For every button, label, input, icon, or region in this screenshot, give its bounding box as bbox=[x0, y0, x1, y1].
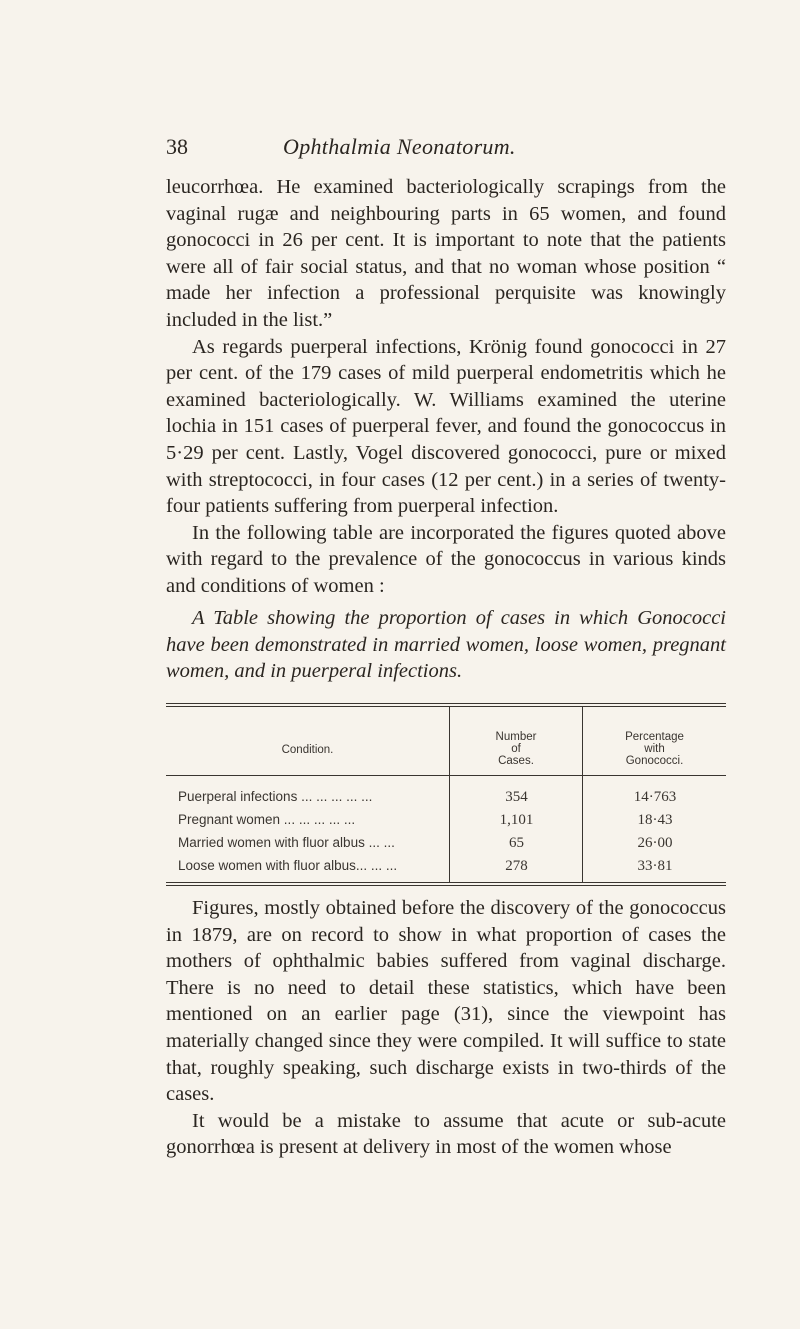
cell-cases: 1,101 bbox=[499, 812, 534, 828]
header-percentage-line3: Gonococci. bbox=[625, 755, 684, 767]
paragraph-leucorrhoea: leucorrhœa. He examined bacteriologically scrapings from the vaginal rugæ and neighbouring parts in 65 women, and found gonococci in 26 per cent. It is important to note that the patients were all of fair social status, and that no woman whose position “ made her infection a professional perquisite was knowingly included in the list.” bbox=[166, 176, 726, 331]
cell-percentage: 18·43 bbox=[637, 812, 673, 828]
table-top-rule-2 bbox=[166, 706, 726, 707]
text-block-after-table bbox=[166, 895, 726, 1161]
table-bottom-rule-2 bbox=[166, 885, 726, 886]
paragraph-puerperal-infections: As regards puerperal infections, Krönig found gonococci in 27 per cent. of the 179 cases of mild puerperal endometritis which he examined bacteriologically. W. Williams examined the uterine lochia in 151 cases of puerperal fever, and found the gonococcus in 5·29 per cent. Lastly, Vogel discovered gonococci, pure or mixed with streptococci, in four cases (12 per cent.) in a series of twenty-four patients suffering from puerperal infection. bbox=[166, 335, 726, 518]
cell-condition: Loose women with fluor albus... ... ... bbox=[178, 858, 398, 873]
cell-percentage: 14·763 bbox=[633, 789, 677, 805]
table-row bbox=[166, 812, 726, 834]
running-title: Ophthalmia Neonatorum. bbox=[283, 134, 516, 159]
header-number bbox=[450, 731, 582, 767]
table-caption: A Table showing the proportion of cases in which Gonococci have been demonstrated in married women, loose women, pregnant women, and in puerperal infections. bbox=[166, 607, 726, 683]
gonococci-table bbox=[166, 703, 726, 883]
paragraph-mistake: It would be a mistake to assume that acute or sub-acute gonorrhœa is present at delivery in most of the women whose bbox=[166, 1109, 726, 1159]
table-header-rule bbox=[166, 775, 726, 776]
cell-percentage: 33·81 bbox=[637, 858, 673, 874]
table-top-rule bbox=[166, 703, 726, 704]
text-block-before-table bbox=[166, 174, 726, 600]
cell-condition: Pregnant women ... ... ... ... ... bbox=[178, 812, 356, 827]
header-percentage-line2: with bbox=[644, 743, 665, 755]
cell-percentage: 26·00 bbox=[637, 835, 673, 851]
table-bottom-rule bbox=[166, 882, 726, 883]
header-percentage-line1: Percentage bbox=[625, 731, 684, 743]
header-number-line3: Cases. bbox=[498, 755, 534, 767]
table-row bbox=[166, 858, 726, 880]
header-percentage bbox=[583, 731, 726, 767]
cell-cases: 354 bbox=[505, 789, 528, 805]
header-condition: Condition. bbox=[281, 744, 334, 756]
cell-cases: 65 bbox=[509, 835, 524, 851]
running-head bbox=[166, 134, 726, 164]
header-number-line1: Number bbox=[495, 731, 537, 743]
cell-cases: 278 bbox=[505, 858, 528, 874]
cell-condition: Married women with fluor albus ... ... bbox=[178, 835, 395, 850]
paragraph-figures: Figures, mostly obtained before the discovery of the gonococcus in 1879, are on record to show in what proportion of cases the mothers of ophthalmic babies suffered from vaginal discharge. There is no need to detail these statistics, which have been mentioned on an earlier page (31), since the viewpoint has materially changed since they were compiled. It will suffice to state that, roughly speaking, such discharge exists in two-thirds of the cases. bbox=[166, 897, 726, 1106]
paragraph-table-intro: In the following table are incorporated the figures quoted above with regard to the prevalence of the gonococcus in various kinds and conditions of women : bbox=[166, 521, 726, 597]
cell-condition: Puerperal infections ... ... ... ... ... bbox=[178, 789, 373, 804]
page-number: 38 bbox=[166, 134, 188, 159]
header-number-line2: of bbox=[511, 743, 521, 755]
table-row bbox=[166, 789, 726, 811]
table-row bbox=[166, 835, 726, 857]
